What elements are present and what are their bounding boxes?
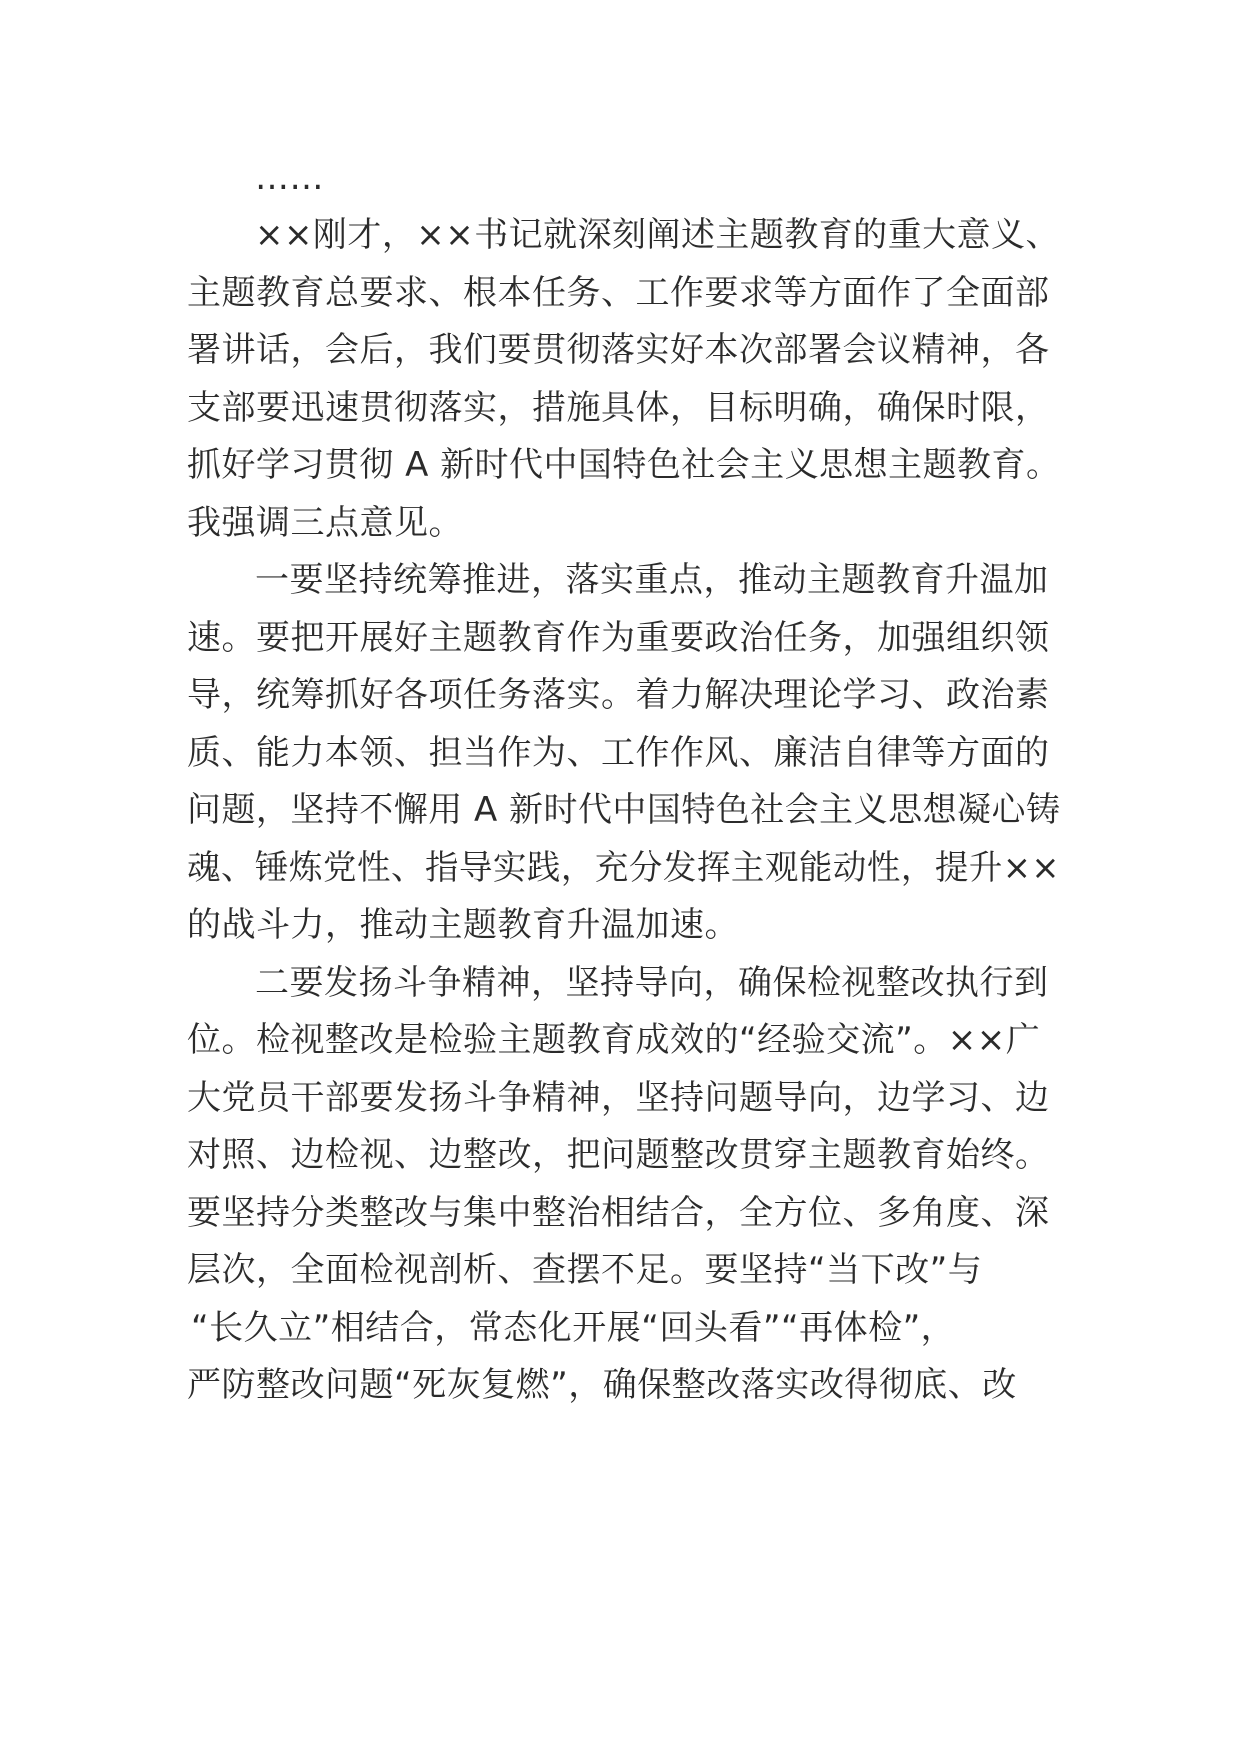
paragraph-2-line-6: 魂、锤炼党性、指导实践，充分发挥主观能动性，提升×× [187, 848, 1060, 888]
paragraph-3-line-7: “长久立”相结合，常态化开展“回头看”“再体检”， [191, 1308, 956, 1348]
paragraph-2-line-1: 一要坚持统筹推进，落实重点，推动主题教育升温加 [255, 560, 1049, 600]
paragraph-3-line-4: 对照、边检视、边整改，把问题整改贯穿主题教育始终。 [187, 1135, 1050, 1175]
paragraph-3-line-8: 严防整改问题“死灰复燃”，确保整改落实改得彻底、改 [187, 1365, 1017, 1405]
paragraph-1-line-6: 我强调三点意见。 [187, 503, 463, 543]
paragraph-3-line-6: 层次，全面检视剖析、查摆不足。要坚持“当下改”与 [187, 1250, 983, 1290]
paragraph-2-line-4: 质、能力本领、担当作为、工作作风、廉洁自律等方面的 [187, 733, 1050, 773]
paragraph-2-line-7: 的战斗力，推动主题教育升温加速。 [187, 905, 739, 945]
paragraph-1-line-2: 主题教育总要求、根本任务、工作要求等方面作了全面部 [187, 273, 1050, 313]
paragraph-3-line-3: 大党员干部要发扬斗争精神，坚持问题导向，边学习、边 [187, 1078, 1050, 1118]
paragraph-1-line-5: 抓好学习贯彻 A 新时代中国特色社会主义思想主题教育。 [187, 445, 1061, 485]
paragraph-2-line-2: 速。要把开展好主题教育作为重要政治任务，加强组织领 [187, 618, 1050, 658]
paragraph-2-line-5: 问题，坚持不懈用 A 新时代中国特色社会主义思想凝心铸 [187, 790, 1061, 830]
paragraph-3-line-2: 位。检视整改是检验主题教育成效的“经验交流”。××广 [187, 1020, 1041, 1060]
paragraph-3-line-5: 要坚持分类整改与集中整治相结合，全方位、多角度、深 [187, 1193, 1050, 1233]
paragraph-2-line-3: 导，统筹抓好各项任务落实。着力解决理论学习、政治素 [187, 675, 1050, 715]
paragraph-1-line-4: 支部要迅速贯彻落实，措施具体，目标明确，确保时限， [187, 388, 1050, 428]
paragraph-1-line-1: ××刚才，××书记就深刻阐述主题教育的重大意义、 [255, 215, 1060, 255]
paragraph-3-line-1: 二要发扬斗争精神，坚持导向，确保检视整改执行到 [255, 963, 1049, 1003]
ellipsis-line: …… [255, 158, 324, 198]
paragraph-1-line-3: 署讲话，会后，我们要贯彻落实好本次部署会议精神，各 [187, 330, 1050, 370]
